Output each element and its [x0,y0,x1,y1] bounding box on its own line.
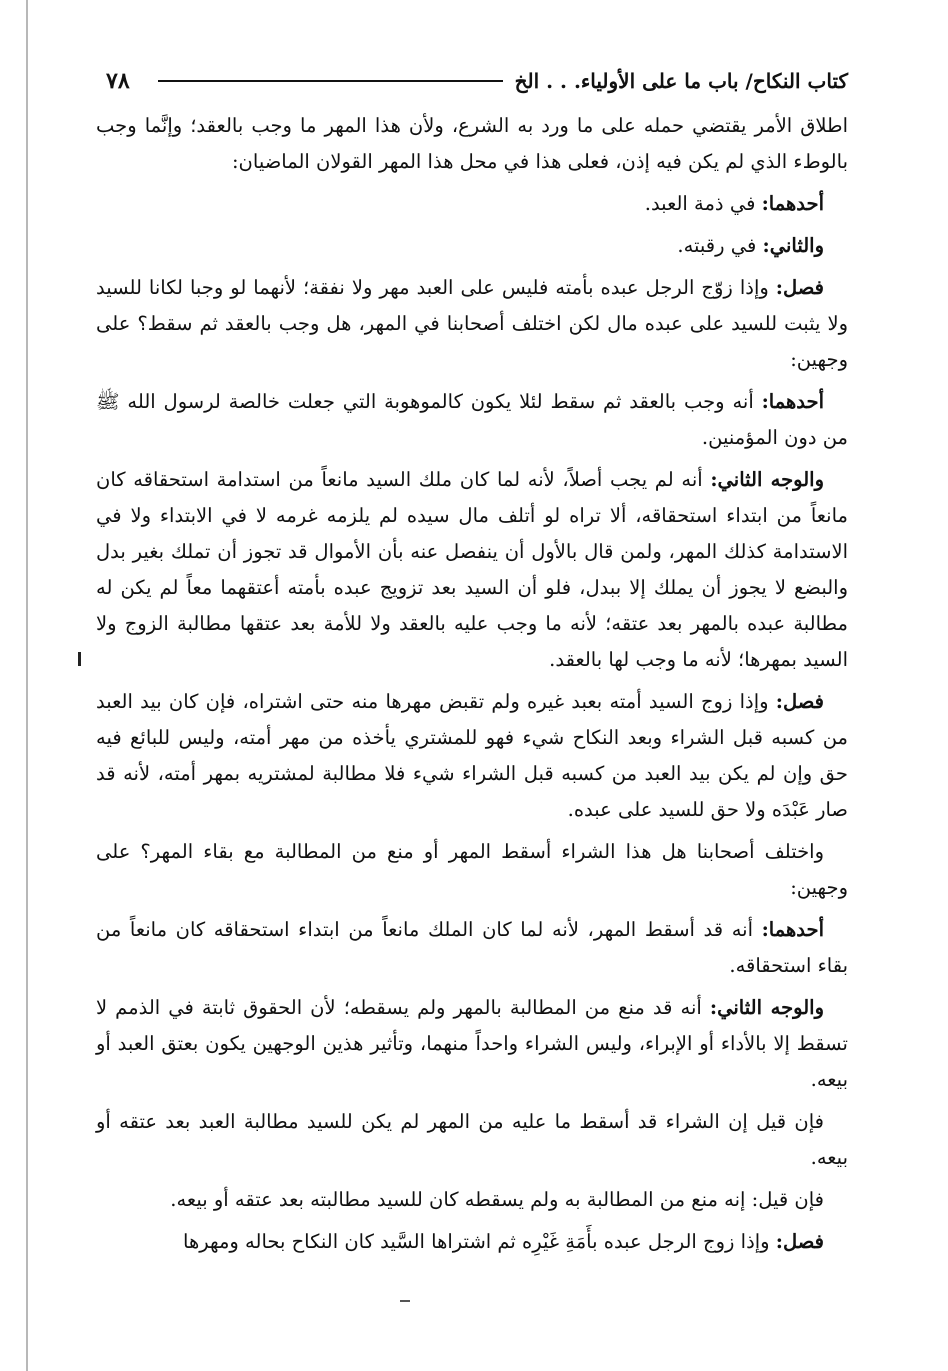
paragraph-lead: والوجه الثاني: [709,996,824,1019]
paragraph [96,1182,848,1218]
paragraph-lead: أحدهما: [761,390,824,413]
paragraph-text: في ذمة العبد. [644,192,762,215]
paragraph [96,912,848,984]
running-title: كتاب النكاح/ باب ما على الأولياء. . . الخ [514,69,848,93]
paragraph-lead: والوجه الثاني: [710,468,824,491]
page-number: ٧٨ [106,68,130,94]
paragraph-text: اطلاق الأمر يقتضي حمله على ما ورد به الشرع، ولأن هذا المهر ما وجب بالعقد؛ وإنَّما وجب بالوطء الذي لم يكن فيه إذن، فعلى هذا في محل هذا المهر القولان الماضيان: [96,114,848,173]
paragraph-text: فإن قيل: إنه منع من المطالبة به ولم يسقطه كان للسيد مطالبته بعد عتقه أو بيعه. [170,1188,824,1211]
paragraph-text: أنه لم يجب أصلاً، لأنه لما كان ملك السيد مانعاً من استدامة استحقاقه كان مانعاً من ابتداء استحقاقه، ألا تراه لو أتلف مال سيده لم يلزمه غرمه لا في الابتداء ولا في الاستدامة كذلك المهر، ولمن قال بالأول أن ينفصل عنه بأن الأموال قد تجوز أن تملك بغير بدل والبضع لا يجوز أن يملك إلا ببدل، فلو أن السيد بعد تزويج عبده بأمته أعتقهما معاً لم يكن له مطالبة عبده بالمهر بعد عتقه؛ لأنه ما وجب عليه بالعقد ولا للأمة بعد عتقها مطالبة الزوج ولا السيد بمهرها؛ لأنه ما وجب لها بالعقد. [96,468,848,671]
paragraph-text: فإن قيل إن الشراء قد أسقط ما عليه من المهر لم يكن للسيد مطالبة العبد بعد عتقه أو بيعه. [96,1110,848,1169]
paragraph-text: وإذا زوّج الرجل عبده بأمته فليس على العبد مهر ولا نفقة؛ لأنهما لو وجبا لكانا للسيد ولا يثبت للسيد على عبده مال لكن اختلف أصحابنا في المهر، هل وجب بالعقد ثم سقط؟ على وجهين: [96,276,848,371]
paragraph-text: أنه قد أسقط المهر، لأنه لما كان الملك مانعاً من ابتداء استحقاقه كان مانعاً من بقاء استحقاقه. [96,918,848,977]
paragraph-text: واختلف أصحابنا هل هذا الشراء أسقط المهر أو منع من المطالبة مع بقاء المهر؟ على وجهين: [96,840,848,899]
paragraph [96,834,848,906]
margin-ink-mark [78,652,81,666]
paragraph [96,186,848,222]
paragraph [96,270,848,378]
paragraph-lead: فصل: [775,1230,824,1253]
paragraph [96,1224,848,1260]
page-header [106,60,848,102]
paragraph [96,108,848,180]
footer-mark [400,1300,410,1302]
paragraph [96,384,848,456]
paragraph-lead: فصل: [775,690,824,713]
paragraph-lead: والثاني: [762,234,824,257]
paragraph [96,228,848,264]
paragraph-text: وإذا زوج الرجل عبده بأَمَةِ غَيْرِه ثم اشتراها السَّيد كان النكاح بحاله ومهرها [183,1230,776,1253]
paragraph-lead: أحدهما: [761,192,824,215]
paragraph-text: أنه قد منع من المطالبة بالمهر ولم يسقطه؛ لأن الحقوق ثابتة في الذمم لا تسقط إلا بالأداء أو الإبراء، وليس الشراء واحداً منهما، وتأثير هذين الوجهين يكون بعتق العبد أو بيعه. [96,996,848,1091]
header-rule [158,80,503,82]
paragraph [96,990,848,1098]
paragraph-text: في رقبته. [677,234,763,257]
page-edge-line [26,0,28,1371]
paragraph-lead: فصل: [775,276,824,299]
paragraph [96,1104,848,1176]
page-body [96,108,848,1266]
paragraph [96,684,848,828]
paragraph-lead: أحدهما: [761,918,824,941]
paragraph [96,462,848,678]
paragraph-text: أنه وجب بالعقد ثم سقط لئلا يكون كالموهوبة التي جعلت خالصة لرسول الله ﷺ من دون المؤمنين. [96,390,848,449]
paragraph-text: وإذا زوج السيد أمته بعبد غيره ولم تقبض مهرها منه حتى اشتراه، فإن كان بيد العبد من كسبه قبل الشراء وبعد النكاح شيء فهو للمشتري يأخذه من مهر أمته، وليس للبائع فيه حق وإن لم يكن بيد العبد من كسبه قبل الشراء شيء فلا مطالبة لمشتريه بمهر أمته، لأنه قد صار عَبْدَه ولا حق للسيد على عبده. [96,690,848,821]
